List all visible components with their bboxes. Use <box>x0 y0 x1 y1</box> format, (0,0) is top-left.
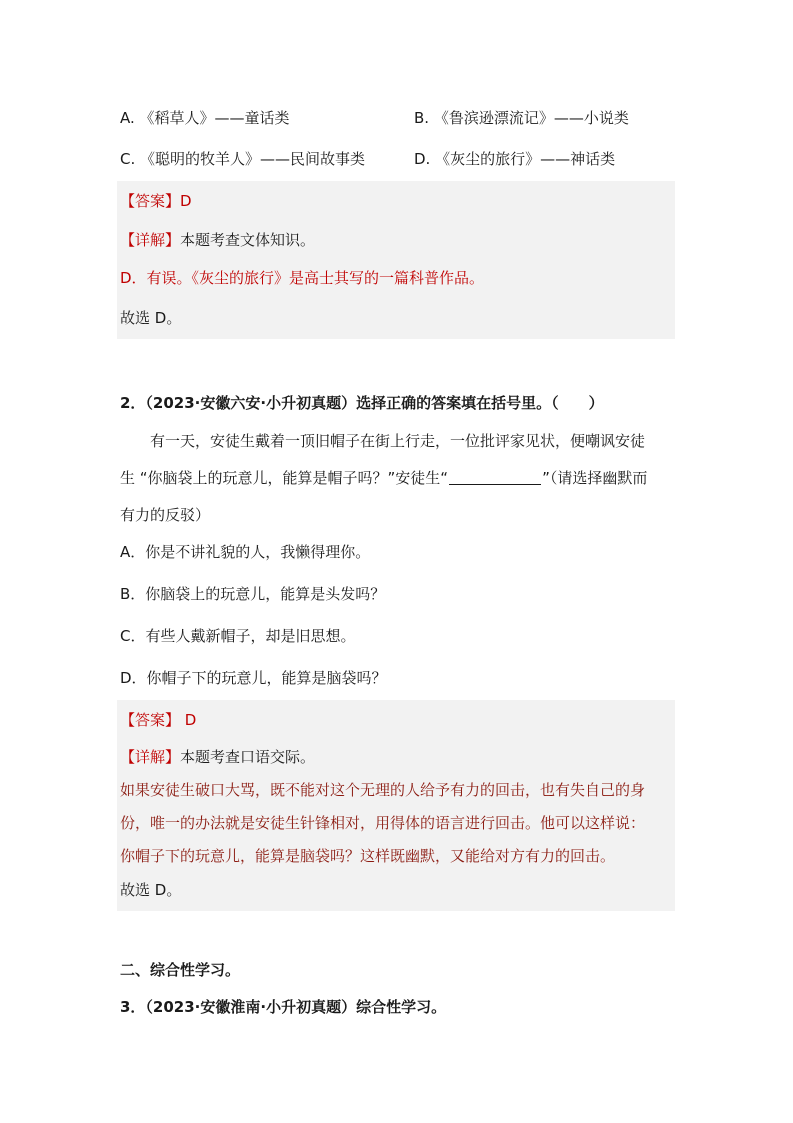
q2-option-c: C．有些人戴新帽子，却是旧思想。 <box>120 627 356 645</box>
q2-option-b: B．你脑袋上的玩意儿，能算是头发吗？ <box>120 585 386 603</box>
q2-explanation-line2: 份，唯一的办法就是安徒生针锋相对，用得体的语言进行回击。他可以这样说： <box>120 814 646 832</box>
q2-stem-line1: 有一天，安徒生戴着一顶旧帽子在街上行走，一位批评家见状，便嘲讽安徒 <box>150 432 646 450</box>
q2-answer-blank <box>449 470 541 485</box>
q1-answer-box <box>117 181 675 339</box>
q2-option-d: D．你帽子下的玩意儿，能算是脑袋吗？ <box>120 669 387 687</box>
q1-detail-tag: 【详解】 <box>120 231 181 249</box>
q2-detail-line <box>120 747 315 767</box>
q2-detail-tag: 【详解】 <box>120 748 181 766</box>
q1-answer-value: D <box>180 192 192 210</box>
q2-answer-tag: 【答案】 <box>120 711 181 729</box>
q1-conclusion: 故选 D。 <box>120 309 182 327</box>
q3-header: 3．（2023·安徽淮南·小升初真题）综合性学习。 <box>120 998 447 1016</box>
q2-stem-line3: 有力的反驳） <box>120 506 211 524</box>
q2-stem-line2-end: ”（请选择幽默而 <box>542 469 648 487</box>
q2-option-a: A．你是不讲礼貌的人，我懒得理你。 <box>120 543 371 561</box>
q2-explanation-line1: 如果安徒生破口大骂，既不能对这个无理的人给予有力的回击，也有失自己的身 <box>120 781 646 799</box>
q2-stem-line2 <box>120 468 647 488</box>
q2-conclusion: 故选 D。 <box>120 881 182 899</box>
q2-answer-value: D <box>180 711 197 729</box>
q1-option-a: A. 《稻草人》——童话类 <box>120 109 290 127</box>
q1-option-b: B. 《鲁滨逊漂流记》——小说类 <box>414 109 629 127</box>
q2-answer-line <box>120 710 196 730</box>
q2-detail-text: 本题考查口语交际。 <box>180 748 316 766</box>
q2-header: 2．（2023·安徽六安·小升初真题）选择正确的答案填在括号里。（ ） <box>120 394 604 412</box>
q1-explanation: D．有误。《灰尘的旅行》是高士其写的一篇科普作品。 <box>120 269 485 287</box>
q1-answer-line <box>120 191 192 211</box>
q1-detail-text: 本题考查文体知识。 <box>180 231 316 249</box>
q1-option-d: D. 《灰尘的旅行》——神话类 <box>414 150 616 168</box>
q1-answer-tag: 【答案】 <box>120 192 181 210</box>
q2-explanation-line3: 你帽子下的玩意儿，能算是脑袋吗？这样既幽默，又能给对方有力的回击。 <box>120 847 616 865</box>
q2-stem-line2-start: 生 “你脑袋上的玩意儿，能算是帽子吗？”安徒生“ <box>120 469 449 487</box>
q2-answer-box <box>117 700 675 911</box>
q1-detail-line <box>120 230 315 250</box>
q1-option-c: C. 《聪明的牧羊人》——民间故事类 <box>120 150 366 168</box>
section-heading: 二、综合性学习。 <box>120 961 241 979</box>
